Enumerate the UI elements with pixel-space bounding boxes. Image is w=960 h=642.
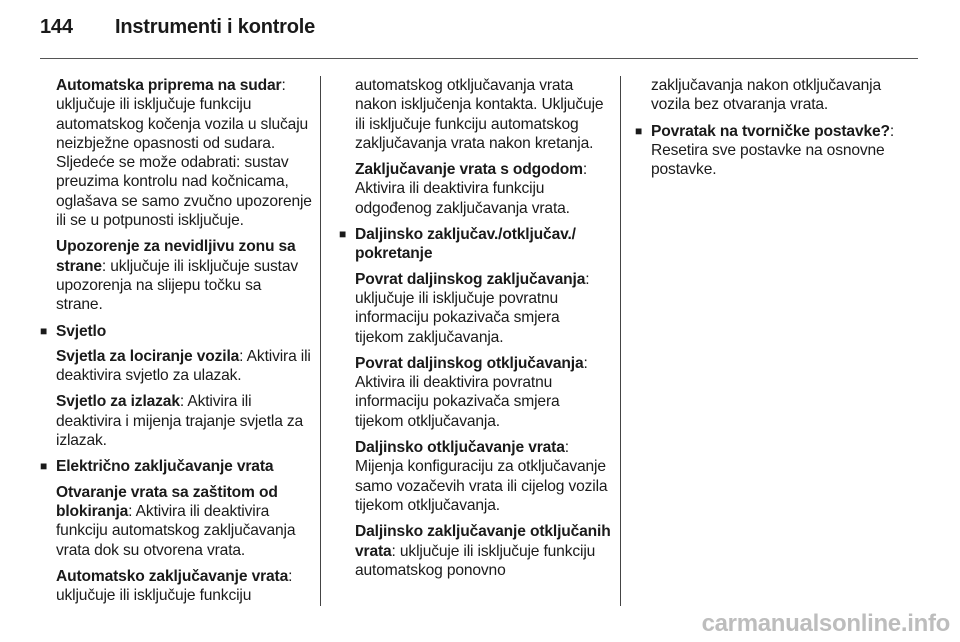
paragraph bbox=[56, 76, 312, 230]
column-2 bbox=[355, 76, 611, 587]
setting-description: : uključuje ili isključuje sustav upozorenja na slijepu točku sa strane. bbox=[56, 257, 299, 314]
setting-description: : Mijenja konfiguraciju za otključavanje samo vozačevih vrata ili cijelog vozila tijekom otključavanja. bbox=[355, 439, 608, 514]
column-1 bbox=[56, 76, 312, 612]
bullet-heading: ■ Daljinsko zaključav./otključav./ pokretanje bbox=[355, 225, 611, 264]
header-rule bbox=[40, 58, 918, 59]
setting-description: zaključavanja nakon otključavanja vozila bez otvaranja vrata. bbox=[651, 77, 881, 114]
bullet-heading: ■ Električno zaključavanje vrata bbox=[56, 457, 312, 476]
setting-description: : Aktivira ili deaktivira povratnu informaciju pokazivača smjera tijekom otključavanja. bbox=[355, 354, 588, 430]
paragraph bbox=[56, 567, 312, 606]
setting-term: Daljinsko zaključavanje otključanih vrata bbox=[355, 523, 611, 560]
page-header bbox=[40, 16, 918, 50]
paragraph bbox=[56, 237, 312, 314]
paragraph bbox=[355, 270, 611, 347]
paragraph bbox=[651, 76, 913, 115]
page-title: Instrumenti i kontrole bbox=[115, 16, 316, 38]
setting-description: : uključuje ili isključuje povratnu informaciju pokazivača smjera tijekom zaključavanja. bbox=[355, 270, 590, 346]
setting-term: Otvaranje vrata sa zaštitom od blokiranja bbox=[56, 483, 278, 520]
setting-description: : Aktivira ili deaktivira funkciju odgođenog zaključavanja vrata. bbox=[355, 161, 588, 217]
watermark: carmanualsonline.info bbox=[701, 610, 950, 637]
setting-term: Automatsko zaključavanje vrata bbox=[56, 567, 289, 585]
setting-description: : uključuje ili isključuje funkciju automatskog kočenja vozila u slučaju neizbježne opasnosti od sudara. Sljedeće se može odabrati: sustav preuzima kontrolu nad kočnicama, oglašava se samo zvučno upozorenje ili se u potpunosti isključuje. bbox=[56, 77, 312, 230]
setting-term: Upozorenje za nevidljivu zonu sa strane bbox=[56, 238, 296, 275]
column-3 bbox=[651, 76, 913, 185]
paragraph bbox=[355, 522, 611, 580]
paragraph bbox=[355, 76, 611, 153]
paragraph bbox=[56, 483, 312, 560]
setting-description: automatskog otključavanja vrata nakon isključenja kontakta. Uključuje ili isključuje funkciju automatskog zaključavanja vrata nakon kretanja. bbox=[355, 77, 604, 152]
page-number: 144 bbox=[40, 16, 73, 38]
paragraph bbox=[56, 392, 312, 450]
setting-description: : uključuje ili isključuje funkciju automatskog ponovno bbox=[355, 542, 596, 579]
column-divider bbox=[620, 76, 621, 606]
setting-description: : Aktivira ili deaktivira funkciju automatskog zaključavanja vrata dok su otvorena vrata. bbox=[56, 502, 296, 559]
setting-description: : uključuje ili isključuje funkciju bbox=[56, 567, 293, 605]
bullet-heading: ■ Svjetlo bbox=[56, 322, 312, 341]
setting-term: Daljinsko otključavanje vrata bbox=[355, 439, 565, 457]
paragraph bbox=[56, 347, 312, 386]
setting-term: Povrat daljinskog zaključavanja bbox=[355, 270, 586, 288]
column-divider bbox=[320, 76, 321, 606]
setting-term: Automatska priprema na sudar bbox=[56, 77, 282, 94]
setting-term: Zaključavanje vrata s odgodom bbox=[355, 161, 583, 179]
paragraph bbox=[355, 438, 611, 515]
paragraph bbox=[355, 354, 611, 431]
setting-term: Svjetla za lociranje vozila bbox=[56, 347, 240, 365]
setting-description: : Aktivira ili deaktivira i mijenja trajanje svjetla za izlazak. bbox=[56, 393, 304, 450]
setting-term: Povratak na tvorničke postavke? bbox=[651, 122, 890, 140]
bullet-item-factory-reset bbox=[651, 122, 913, 180]
setting-description: : Aktivira ili deaktivira svjetlo za ulazak. bbox=[56, 347, 311, 385]
setting-term: Svjetlo za izlazak bbox=[56, 393, 180, 411]
setting-term: Povrat daljinskog otključavanja bbox=[355, 354, 584, 372]
paragraph bbox=[355, 160, 611, 218]
setting-description: : Resetira sve postavke na osnovne postavke. bbox=[651, 122, 895, 179]
